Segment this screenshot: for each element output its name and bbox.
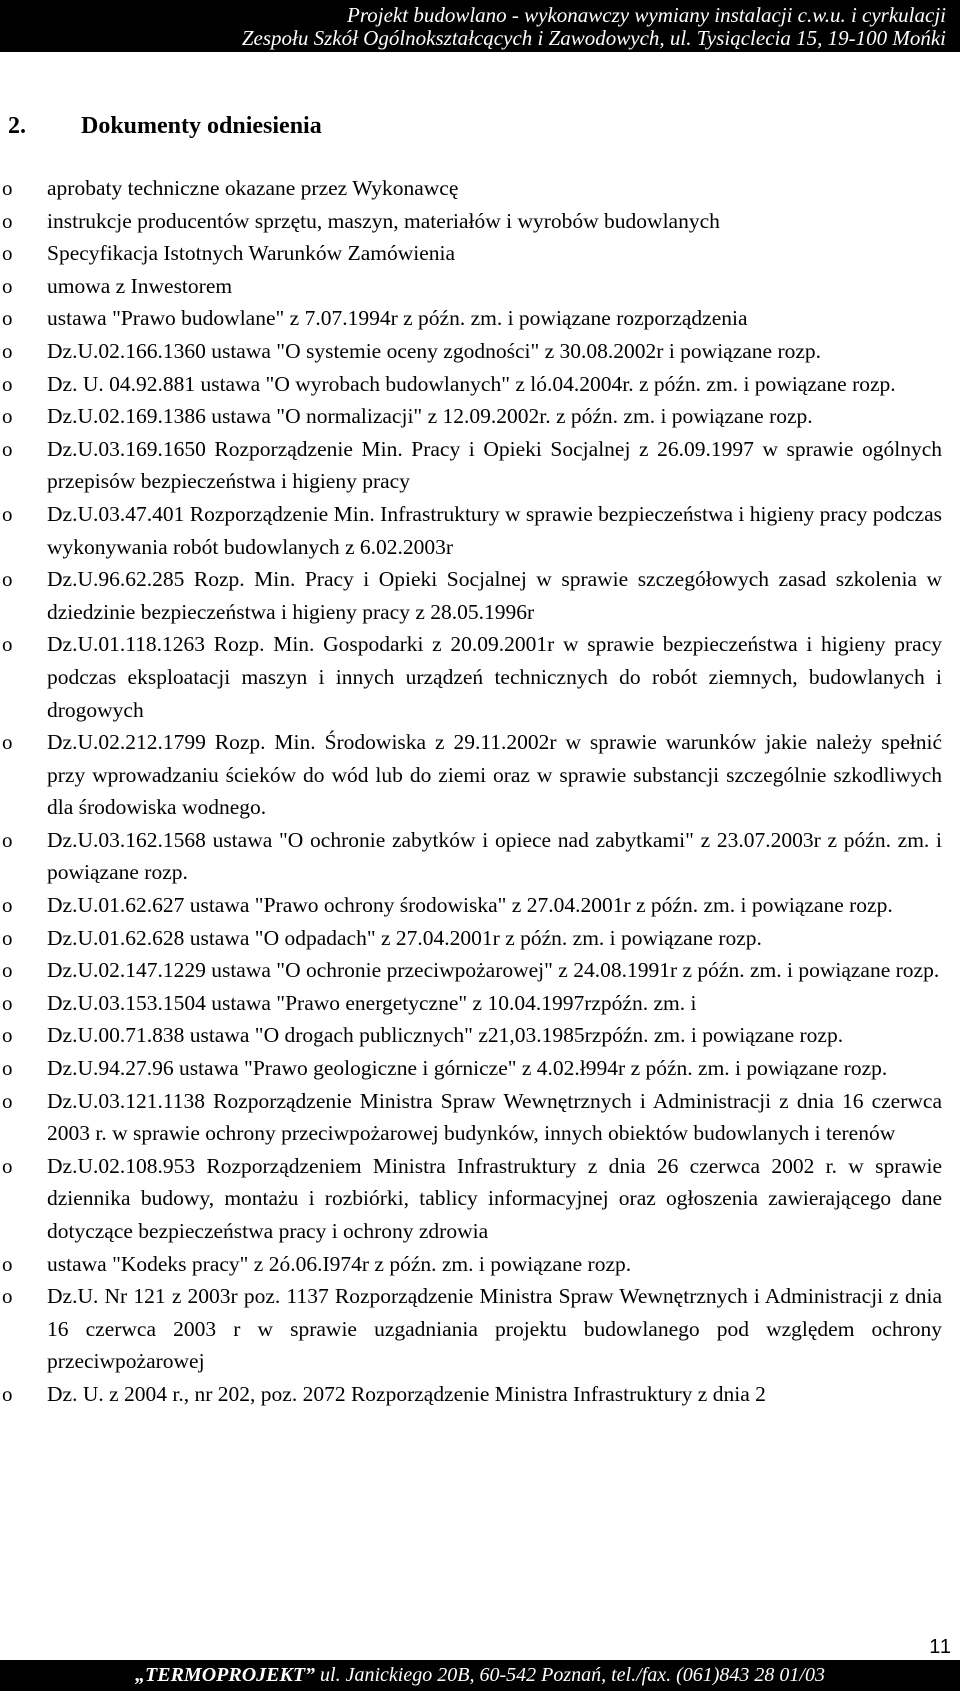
list-item xyxy=(0,954,960,987)
bullet-icon: o xyxy=(2,1088,13,1113)
bullet-icon: o xyxy=(2,404,13,429)
list-item-text: Dz.U.03.153.1504 ustawa "Prawo energetyczne" z 10.04.1997rzpóźn. zm. i xyxy=(47,990,697,1015)
bullet-icon: o xyxy=(2,1023,13,1048)
bullet-icon: o xyxy=(2,338,13,363)
list-item-text: ustawa "Kodeks pracy" z 2ó.06.I974r z późn. zm. i powiązane rozp. xyxy=(47,1251,632,1276)
list-item-text: Dz.U.03.169.1650 Rozporządzenie Min. Pracy i Opieki Socjalnej z 26.09.1997 w sprawie ogólnych przepisów bezpieczeństwa i higieny pracy xyxy=(47,436,942,494)
list-item xyxy=(0,889,960,922)
bullet-icon: o xyxy=(2,827,13,852)
bullet-icon: o xyxy=(2,1153,13,1178)
page-header xyxy=(0,0,960,52)
list-item-text: Dz.U.02.147.1229 ustawa "O ochronie przeciwpożarowej" z 24.08.1991r z późn. zm. i powiązane rozp. xyxy=(47,958,940,983)
bullet-icon: o xyxy=(2,990,13,1015)
list-item xyxy=(0,824,960,889)
list-item-text: Dz.U.96.62.285 Rozp. Min. Pracy i Opieki Socjalnej w sprawie szczegółowych zasad szkolenia w dziedzinie bezpieczeństwa i higieny pracy z 28.05.1996r xyxy=(47,567,942,624)
bullet-icon: o xyxy=(2,632,13,657)
bullet-icon: o xyxy=(2,208,13,233)
list-item xyxy=(0,205,960,238)
list-item-text: Dz. U. 04.92.881 ustawa "O wyrobach budowlanych" z ló.04.2004r. z późn. zm. i powiązane rozp. xyxy=(47,371,896,396)
bullet-icon: o xyxy=(2,958,13,983)
reference-documents-list xyxy=(0,172,960,1411)
list-item-text: ustawa "Prawo budowlane" z 7.07.1994r z późn. zm. i powiązane rozporządzenia xyxy=(47,306,748,331)
bullet-icon: o xyxy=(2,893,13,918)
list-item-text: Dz.U.00.71.838 ustawa "O drogach publicznych" z21,03.1985rzpóźn. zm. i powiązane rozp. xyxy=(47,1023,844,1048)
list-item xyxy=(0,628,960,726)
list-item-text: instrukcje producentów sprzętu, maszyn, materiałów i wyrobów budowlanych xyxy=(47,208,720,233)
bullet-icon: o xyxy=(2,306,13,331)
page-footer xyxy=(0,1660,960,1691)
list-item xyxy=(0,498,960,563)
list-item-text: umowa z Inwestorem xyxy=(47,273,233,298)
list-item-text: Dz.U.02.169.1386 ustawa "O normalizacji" z 12.09.2002r. z późn. zm. i powiązane rozp. xyxy=(47,404,813,429)
list-item-text: aprobaty techniczne okazane przez Wykonawcę xyxy=(47,176,459,200)
list-item-text: Dz.U.03.121.1138 Rozporządzenie Ministra Spraw Wewnętrznych i Administracji z dnia 16 czerwca 2003 r. w sprawie ochrony przeciwpożarowej budynków, innych obiektów budowlanych i terenów xyxy=(47,1088,942,1146)
bullet-icon: o xyxy=(2,176,13,200)
list-item xyxy=(0,1248,960,1281)
list-item-text: Dz.U.03.47.401 Rozporządzenie Min. Infrastruktury w sprawie bezpieczeństwa i higieny pracy podczas wykonywania robót budowlanych z 6.02.2003r xyxy=(47,501,942,559)
list-item xyxy=(0,302,960,335)
section-number: 2. xyxy=(8,113,26,139)
list-item-text: Dz.U. Nr 121 z 2003r poz. 1137 Rozporządzenie Ministra Spraw Wewnętrznych i Administracji z dnia 16 czerwca 2003 r w sprawie uzgadniania projektu budowlanego pod względem ochrony przeciwpożarowej xyxy=(47,1284,942,1374)
list-item xyxy=(0,1150,960,1248)
bullet-icon: o xyxy=(2,567,13,592)
list-item xyxy=(0,922,960,955)
bullet-icon: o xyxy=(2,925,13,950)
list-item-text: Dz.U.03.162.1568 ustawa "O ochronie zabytków i opiece nad zabytkami" z 23.07.2003r z późn. zm. i powiązane rozp. xyxy=(47,827,942,885)
list-item xyxy=(0,726,960,824)
list-item xyxy=(0,335,960,368)
header-project-title: Projekt budowlano - wykonawczy wymiany instalacji c.w.u. i cyrkulacji xyxy=(347,3,946,27)
list-item-text: Dz.U.02.166.1360 ustawa "O systemie oceny zgodności" z 30.08.2002r i powiązane rozp. xyxy=(47,338,822,363)
page-number: 11 xyxy=(929,1636,952,1658)
list-item-text: Dz.U.01.62.627 ustawa "Prawo ochrony środowiska" z 27.04.2001r z późn. zm. i powiązane rozp. xyxy=(47,893,893,918)
list-item-text: Dz. U. z 2004 r., nr 202, poz. 2072 Rozporządzenie Ministra Infrastruktury z dnia 2 xyxy=(47,1381,766,1406)
bullet-icon: o xyxy=(2,1251,13,1276)
bullet-icon: o xyxy=(2,501,13,526)
bullet-icon: o xyxy=(2,241,13,266)
section-title: Dokumenty odniesienia xyxy=(81,113,322,139)
bullet-icon: o xyxy=(2,1284,13,1309)
bullet-icon: o xyxy=(2,436,13,461)
list-item-text: Dz.U.02.212.1799 Rozp. Min. Środowiska z 29.11.2002r w sprawie warunków jakie należy spełnić przy wprowadzaniu ścieków do wód lub do ziemi oraz w sprawie substancji szczególnie szkodliwych dla środowiska wodnego. xyxy=(47,730,942,820)
section-heading xyxy=(8,113,322,140)
list-item-text: Specyfikacja Istotnych Warunków Zamówienia xyxy=(47,241,456,266)
bullet-icon: o xyxy=(2,730,13,755)
footer-address: ul. Janickiego 20B, 60-542 Poznań, tel./fax. (061)843 28 01/03 xyxy=(315,1664,825,1686)
list-item xyxy=(0,1280,960,1378)
list-item-text: Dz.U.02.108.953 Rozporządzeniem Ministra Infrastruktury z dnia 26 czerwca 2002 r. w sprawie dziennika budowy, montażu i rozbiórki, tablicy informacyjnej oraz ogłoszenia zawierającego dane dotyczące bezpieczeństwa pracy i ochrony zdrowia xyxy=(47,1153,942,1243)
bullet-icon: o xyxy=(2,371,13,396)
footer-company: „TERMOPROJEKT” xyxy=(135,1664,316,1686)
bullet-icon: o xyxy=(2,1056,13,1081)
list-item xyxy=(0,237,960,270)
list-item xyxy=(0,172,960,205)
list-item-text: Dz.U.94.27.96 ustawa "Prawo geologiczne i górnicze" z 4.02.ł994r z późn. zm. i powiązane rozp. xyxy=(47,1056,888,1081)
list-item xyxy=(0,433,960,498)
list-item xyxy=(0,1085,960,1150)
list-item xyxy=(0,563,960,628)
list-item xyxy=(0,987,960,1020)
list-item-text: Dz.U.01.62.628 ustawa "O odpadach" z 27.04.2001r z późn. zm. i powiązane rozp. xyxy=(47,925,762,950)
bullet-icon: o xyxy=(2,1381,13,1406)
list-item xyxy=(0,400,960,433)
list-item-text: Dz.U.01.118.1263 Rozp. Min. Gospodarki z 20.09.2001r w sprawie bezpieczeństwa i higieny pracy podczas eksploatacji maszyn i innych urządzeń technicznych do robót ziemnych, budowlanych i drogowych xyxy=(47,632,942,722)
bullet-icon: o xyxy=(2,273,13,298)
list-item xyxy=(0,1019,960,1052)
list-item xyxy=(0,270,960,303)
list-item xyxy=(0,1052,960,1085)
header-school-address: Zespołu Szkół Ogólnokształcących i Zawodowych, ul. Tysiąclecia 15, 19-100 Mońki xyxy=(241,26,946,50)
list-item xyxy=(0,368,960,401)
list-item xyxy=(0,1378,960,1411)
